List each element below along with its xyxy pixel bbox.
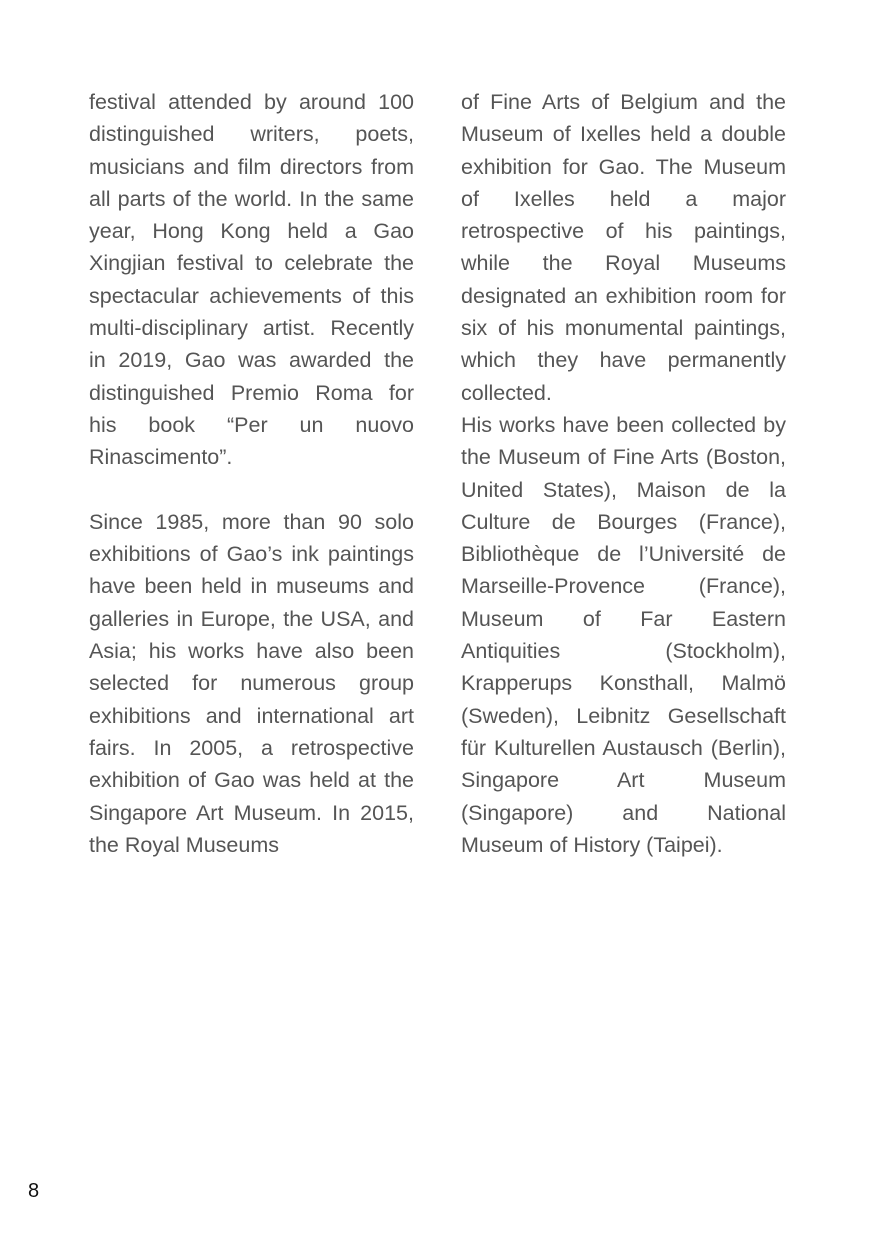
- right-text-column: [461, 86, 786, 861]
- body-paragraph: Since 1985, more than 90 solo exhibitions of Gao’s ink paintings have been held in museums and galleries in Europe, the USA, and Asia; his works have also been selected for numerous group exhibitions and international art fairs. In 2005, a retrospective exhibition of Gao was held at the Singapore Art Museum. In 2015, the Royal Museums: [89, 509, 414, 857]
- body-paragraph: festival attended by around 100 distinguished writers, poets, musicians and film directors from all parts of the world. In the same year, Hong Kong held a Gao Xingjian festival to celebrate the spectacular achievements of this multi-disciplinary artist. Recently in 2019, Gao was awarded the distinguished Premio Roma for his book “Per un nuovo Rinascimento”.: [89, 90, 414, 470]
- body-paragraph: His works have been collected by the Museum of Fine Arts (Boston, United States), Maison de la Culture de Bourges (France), Bibliothèque de l’Université de Marseille-Provence (France), Museum of Far Eastern Antiquities (Stockholm), Krapperups Konsthall, Malmö (Sweden), Leibnitz Gesellschaft für Kulturellen Austausch (Berlin), Singapore Art Museum (Singapore) and National Museum of History (Taipei).: [461, 412, 786, 857]
- left-text-column: [89, 86, 414, 861]
- page-number: 8: [28, 1180, 40, 1202]
- body-paragraph: of Fine Arts of Belgium and the Museum of Ixelles held a double exhibition for Gao. The Museum of Ixelles held a major retrospective of his paintings, while the Royal Museums designated an exhibition room for six of his monumental paintings, which they have permanently collected.: [461, 90, 786, 405]
